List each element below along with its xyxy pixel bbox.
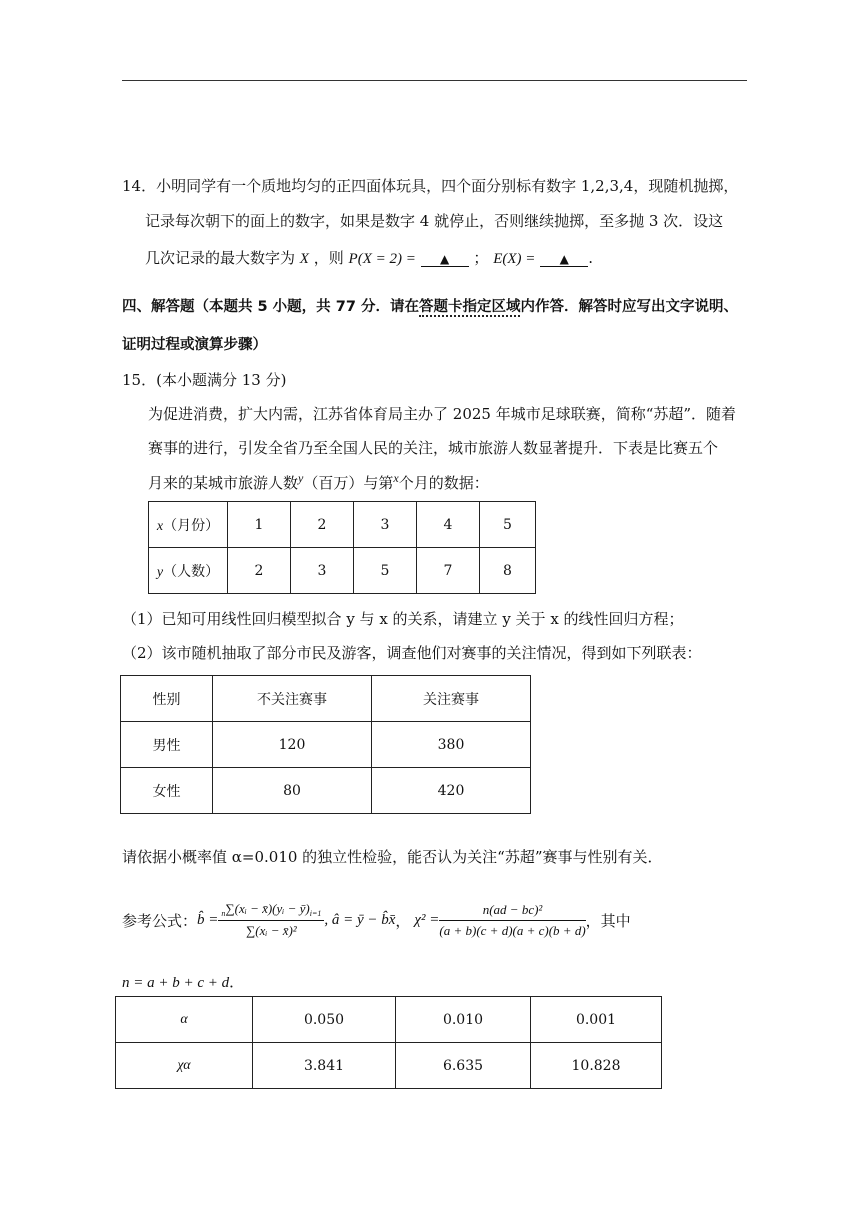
chi-denominator: (a + b)(c + d)(a + c)(b + d) xyxy=(439,922,586,938)
q15-paragraph-1: 为促进消费，扩大内需，江苏省体育局主办了 2025 年城市足球联赛，简称“苏超”．随着 xyxy=(148,405,737,423)
section4-title-dotted: 答题卡指定区域 xyxy=(418,299,521,315)
table-cell: 380 xyxy=(372,722,531,768)
table-cell: 8 xyxy=(480,548,536,594)
table-row xyxy=(149,548,536,594)
n-definition: n = a + b + c + d xyxy=(122,975,230,991)
q14-line3-prefix: 几次记录的最大数字为 xyxy=(145,249,296,267)
q14-then: ，则 xyxy=(313,249,344,267)
section4-title-line2: 证明过程或演算步骤） xyxy=(122,337,267,353)
q15-paragraph-2: 赛事的进行，引发全省乃至全国人民的关注，城市旅游人数显著提升．下表是比赛五个 xyxy=(148,439,719,457)
sum-lower: i=1 xyxy=(309,909,322,918)
header-rule xyxy=(122,80,747,81)
q15-p3-b: （百万）与第 xyxy=(303,474,394,492)
table-cell: 120 xyxy=(213,722,372,768)
table-cell: 6.635 xyxy=(396,1043,531,1089)
q14-line3 xyxy=(145,247,593,268)
q14-line1: 14．小明同学有一个质地均匀的正四面体玩具，四个面分别标有数字 1,2,3,4，现随机抛掷， xyxy=(122,177,739,195)
a-hat-expr: , â = ȳ − b̂x̄ xyxy=(324,911,396,928)
q14-expr1: P(X = 2) = xyxy=(348,251,416,267)
b-hat-denominator xyxy=(218,921,324,939)
q15-header: 15．(本小题满分 13 分) xyxy=(122,371,287,389)
triangle-icon: ▲ xyxy=(559,252,569,266)
table-header-row xyxy=(121,676,531,722)
q15-sub1: （1）已知可用线性回归模型拟合 y 与 x 的关系，请建立 y 关于 x 的线性回归方程； xyxy=(122,610,684,628)
table-row xyxy=(121,722,531,768)
b-hat-lhs: b̂ = xyxy=(197,911,219,928)
var-y: y xyxy=(156,564,164,580)
table-header: 不关注赛事 xyxy=(213,676,372,722)
table-cell: 7 xyxy=(417,548,480,594)
table-cell: 男性 xyxy=(121,722,213,768)
section4-title-part2: 内作答．解答时应写出文字说明、 xyxy=(520,299,738,315)
q15-paragraph-3 xyxy=(148,471,489,493)
section4-title-part1: 四、解答题（本题共 5 小题，共 77 分．请在 xyxy=(122,299,419,315)
table-row-label: α xyxy=(116,997,253,1043)
table-cell: 3.841 xyxy=(253,1043,396,1089)
q15-sub2: （2）该市随机抽取了部分市民及游客，调查他们对赛事的关注情况，得到如下列联表： xyxy=(122,644,702,662)
chi-fraction xyxy=(439,902,585,939)
q15-p3-c: 个月的数据： xyxy=(398,474,489,492)
label-people: （人数） xyxy=(163,563,220,580)
table-header: 关注赛事 xyxy=(372,676,531,722)
table-cell: 3 xyxy=(291,548,354,594)
q14-sep: ； xyxy=(473,249,489,267)
q14-expr2: E(X) = xyxy=(493,251,536,267)
table-cell: 3 xyxy=(354,502,417,548)
reference-formulas xyxy=(122,880,631,960)
sum-denominator: ∑(xᵢ − x̄)² xyxy=(246,923,297,938)
table-cell: 5 xyxy=(480,502,536,548)
q14-blank-1[interactable] xyxy=(421,252,469,267)
table-row xyxy=(116,997,662,1043)
formula-label: 参考公式： xyxy=(122,911,198,930)
q15-p3-y: y xyxy=(298,471,304,485)
q14-line2: 记录每次朝下的面上的数字，如果是数字 4 就停止，否则继续抛掷，至多抛 3 次．设这 xyxy=(145,212,724,230)
triangle-icon: ▲ xyxy=(440,252,450,266)
critical-value-table xyxy=(115,996,662,1089)
formula-comma: ， xyxy=(395,911,411,930)
table-cell: 5 xyxy=(354,548,417,594)
table-row xyxy=(149,502,536,548)
table-cell: 0.050 xyxy=(253,997,396,1043)
b-hat-fraction xyxy=(218,901,324,939)
formula-qizhong: ，其中 xyxy=(585,911,631,930)
chi-lhs: χ² = xyxy=(414,911,440,928)
table-row xyxy=(116,1043,662,1089)
table-cell: 1 xyxy=(228,502,291,548)
table-cell: 女性 xyxy=(121,768,213,814)
b-hat-numerator xyxy=(218,901,324,921)
table-cell: 80 xyxy=(213,768,372,814)
chi-numerator: n(ad − bc)² xyxy=(439,902,585,921)
q15-p3-x: x xyxy=(393,471,399,485)
q14-end: . xyxy=(588,249,593,267)
table-cell: 2 xyxy=(291,502,354,548)
table-cell: 0.001 xyxy=(531,997,662,1043)
table-row-label xyxy=(149,548,228,594)
sum-upper: n xyxy=(221,909,226,918)
table-cell: 10.828 xyxy=(531,1043,662,1089)
table-cell: 0.010 xyxy=(396,997,531,1043)
n-definition-line xyxy=(122,971,244,992)
section4-title xyxy=(122,295,738,316)
table-cell: 2 xyxy=(228,548,291,594)
data-table-months xyxy=(148,501,536,594)
n-def-period: ． xyxy=(229,973,245,991)
table-row-label xyxy=(149,502,228,548)
q15-sub2-text: 请依据小概率值 α=0.010 的独立性检验，能否认为关注“苏超”赛事与性别有关． xyxy=(122,848,663,866)
q14-blank-2[interactable] xyxy=(540,252,588,267)
table-row-label: χα xyxy=(116,1043,253,1089)
q14-var-x: X xyxy=(299,251,309,267)
table-cell: 420 xyxy=(372,768,531,814)
var-x: x xyxy=(156,518,164,534)
q15-p3-a: 月来的某城市旅游人数 xyxy=(148,474,299,492)
label-month: （月份） xyxy=(163,517,220,534)
table-row xyxy=(121,768,531,814)
contingency-table xyxy=(120,675,531,814)
table-cell: 4 xyxy=(417,502,480,548)
table-header: 性别 xyxy=(121,676,213,722)
sum-numerator: ∑(xᵢ − x̄)(yᵢ − ȳ) xyxy=(225,901,310,916)
